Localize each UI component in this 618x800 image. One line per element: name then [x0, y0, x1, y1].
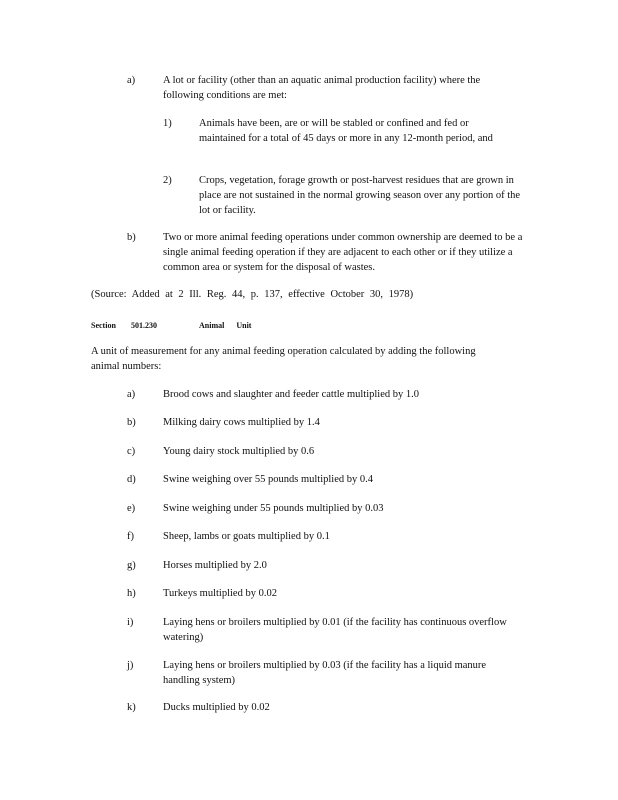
list-item-marker: h)	[127, 588, 136, 599]
list-item: Milking dairy cows multiplied by 1.4	[163, 417, 320, 428]
list-item-marker: g)	[127, 560, 136, 571]
condition-2-text: Crops, vegetation, forage growth or post-harvest residues that are grown in place are not sustained in the normal growing season over any portion of the lot or facility.	[199, 175, 521, 216]
source-note: (Source: Added at 2 Ill. Reg. 44, p. 137, effective October 30, 1978)	[91, 289, 414, 300]
list-item: Turkeys multiplied by 0.02	[163, 588, 277, 599]
section-title: Animal Unit	[199, 321, 252, 330]
list-item: Ducks multiplied by 0.02	[163, 702, 270, 713]
list-item: Brood cows and slaughter and feeder cattle multiplied by 1.0	[163, 389, 420, 400]
list-item-marker: c)	[127, 446, 136, 457]
list-item: Horses multiplied by 2.0	[163, 560, 267, 571]
subsection-a-text: A lot or facility (other than an aquatic animal production facility) where the following conditions are met:	[163, 75, 481, 101]
subsection-b-text: Two or more animal feeding operations under common ownership are deemed to be a single animal feeding operation if they are adjacent to each other or if they utilize a common area or system for the disposal of wastes.	[163, 232, 523, 273]
list-item: Laying hens or broilers multiplied by 0.03 (if the facility has a liquid manure handling system)	[163, 660, 487, 686]
section-number: 501.230	[131, 321, 157, 330]
condition-1-text: Animals have been, are or will be stabled or confined and fed or maintained for a total of 45 days or more in any 12-month period, and	[199, 118, 493, 144]
list-item-marker: e)	[127, 503, 136, 514]
definition-text: A unit of measurement for any animal feeding operation calculated by adding the following animal numbers:	[91, 346, 476, 372]
list-item-marker: k)	[127, 702, 136, 713]
list-item: Young dairy stock multiplied by 0.6	[163, 446, 315, 457]
list-item: Swine weighing under 55 pounds multiplied by 0.03	[163, 503, 384, 514]
list-item-marker: j)	[127, 660, 134, 671]
subsection-a-marker: a)	[127, 75, 136, 86]
list-item-marker: a)	[127, 389, 136, 400]
subsection-b-marker: b)	[127, 232, 136, 243]
list-item: Swine weighing over 55 pounds multiplied by 0.4	[163, 474, 373, 485]
list-item-marker: i)	[127, 617, 134, 628]
list-item-marker: b)	[127, 417, 136, 428]
section-label: Section	[91, 321, 116, 330]
list-item-marker: d)	[127, 474, 136, 485]
condition-1-marker: 1)	[163, 118, 172, 129]
list-item: Laying hens or broilers multiplied by 0.01 (if the facility has continuous overflow watering)	[163, 617, 507, 643]
list-item-marker: f)	[127, 531, 134, 542]
list-item: Sheep, lambs or goats multiplied by 0.1	[163, 531, 330, 542]
condition-2-marker: 2)	[163, 175, 172, 186]
